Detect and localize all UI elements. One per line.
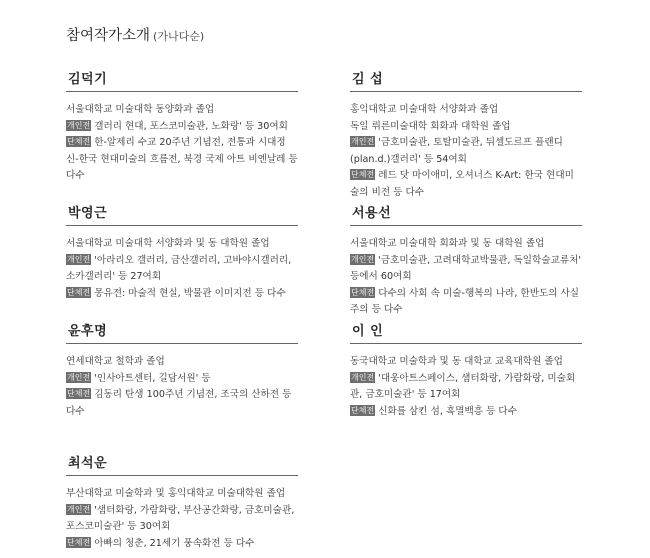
artist-solo-exhibitions (66, 503, 298, 536)
page-title-sub: (가나다순) (153, 30, 205, 43)
group-badge: 단체전 (351, 170, 375, 179)
group-badge: 단체전 (67, 287, 91, 297)
group-text: 김동리 탄생 100주년 기념전, 조국의 산하전 등 다수 (66, 389, 292, 417)
artist-education-2: 독일 뤼른미술대학 회화과 대학원 졸업 (350, 120, 511, 132)
artist-name: 김 섭 (350, 68, 582, 92)
artist-card-yoon-humyeong (66, 320, 298, 420)
group-text: 몽유전: 마술적 현실, 박물관 이미지전 등 다수 (94, 287, 286, 299)
solo-text: '샘터화랑, 가람화랑, 부산공간화랑, 금호미술관, 포스코미술관' 등 30여회 (66, 504, 295, 532)
artist-education: 부산대학교 미술학과 및 홍익대학교 미술대학원 졸업 (66, 488, 286, 499)
artist-education: 서울대학교 미술대학 회화과 및 동 대학원 졸업 (350, 238, 545, 249)
solo-badge: 개인전 (67, 254, 91, 264)
solo-text: '대웅아트스페이스, 샘터화랑, 가람화랑, 미술회관, 금호미술관' 등 17여회 (350, 372, 576, 400)
artist-card-lee-in (350, 320, 582, 420)
group-badge: 단체전 (351, 287, 375, 297)
artist-card-park-younggeun (66, 202, 298, 302)
solo-badge: 개인전 (67, 372, 91, 382)
group-text: 레드 닷 마이애미, 오셔너스 K-Art: 한국 현대미술의 비전 등 다수 (350, 170, 574, 198)
artist-name: 김덕기 (66, 68, 298, 92)
artist-group-exhibitions (350, 404, 582, 421)
artist-education: 동국대학교 미술학과 및 동 대학교 교육대학원 졸업 (350, 356, 563, 367)
solo-badge: 개인전 (67, 120, 91, 130)
artist-education: 서울대학교 미술대학 서양화과 및 동 대학원 졸업 (66, 238, 270, 249)
artist-solo-exhibitions (66, 371, 298, 388)
group-badge: 단체전 (67, 389, 91, 398)
solo-badge: 개인전 (351, 254, 375, 264)
group-badge: 단체전 (351, 405, 375, 415)
artist-education: 서울대학교 미술대학 동양화과 졸업 (66, 104, 215, 115)
artist-name: 서용선 (350, 202, 582, 226)
artist-card-choi-seokun (66, 452, 298, 552)
artist-card-kim-deokgi (66, 68, 298, 185)
group-text: 다수의 사회 속 미술-행복의 나라, 한반도의 사실주의 등 다수 (350, 287, 580, 315)
artist-name: 박영근 (66, 202, 298, 226)
solo-text: '금호미술관, 고려대학교박물관, 독일학술교류처' 등에서 60여회 (350, 254, 582, 282)
artist-name: 이 인 (350, 320, 582, 344)
page-title-main: 참여작가소개 (66, 28, 151, 44)
artist-solo-exhibitions (66, 119, 298, 136)
group-text: 한-알제리 수교 20주년 기념전, 전통과 시대정신-한국 현대미술의 흐름전, 북경 국제 아트 비엔날레 등 다수 (66, 137, 298, 181)
group-text: 신화를 삼킨 섬, 흑멸백흥 등 다수 (378, 405, 517, 417)
artist-group-exhibitions (350, 168, 582, 201)
artist-group-exhibitions (66, 536, 298, 553)
artist-solo-exhibitions (66, 253, 298, 286)
artist-education: 연세대학교 철학과 졸업 (66, 356, 165, 367)
artist-group-exhibitions (66, 387, 298, 420)
solo-badge: 개인전 (67, 504, 91, 514)
page-title (66, 24, 204, 45)
artist-solo-exhibitions (350, 135, 582, 168)
artist-group-exhibitions (66, 286, 298, 303)
artist-solo-exhibitions (350, 371, 582, 404)
artist-group-exhibitions (350, 286, 582, 319)
solo-text: '아라리오 갤러리, 금산갤러리, 고바야시갤러리, 소카갤러리' 등 27여회 (66, 254, 292, 282)
artist-solo-exhibitions (350, 253, 582, 286)
solo-text: '인사아트센터, 길담서원' 등 (94, 372, 211, 384)
solo-text: '금호미술관, 토탈미술관, 뒤셀도르프 플랜디(plan.d.)갤러리' 등 54여회 (350, 137, 563, 165)
solo-badge: 개인전 (351, 137, 375, 146)
artist-group-exhibitions (66, 135, 298, 185)
solo-text: 갤러리 현대, 포스코미술관, 노화랑' 등 30여회 (94, 120, 288, 132)
artist-card-seo-yongsun (350, 202, 582, 319)
group-text: 아빠의 청춘, 21세기 풍속화전 등 다수 (94, 537, 255, 549)
artist-name: 최석운 (66, 452, 298, 476)
artist-name: 윤후명 (66, 320, 298, 344)
artist-education: 홍익대학교 미술대학 서양화과 졸업 (350, 104, 499, 115)
group-badge: 단체전 (67, 537, 91, 547)
group-badge: 단체전 (67, 137, 91, 146)
artist-card-kim-seop (350, 68, 582, 201)
solo-badge: 개인전 (351, 372, 375, 382)
